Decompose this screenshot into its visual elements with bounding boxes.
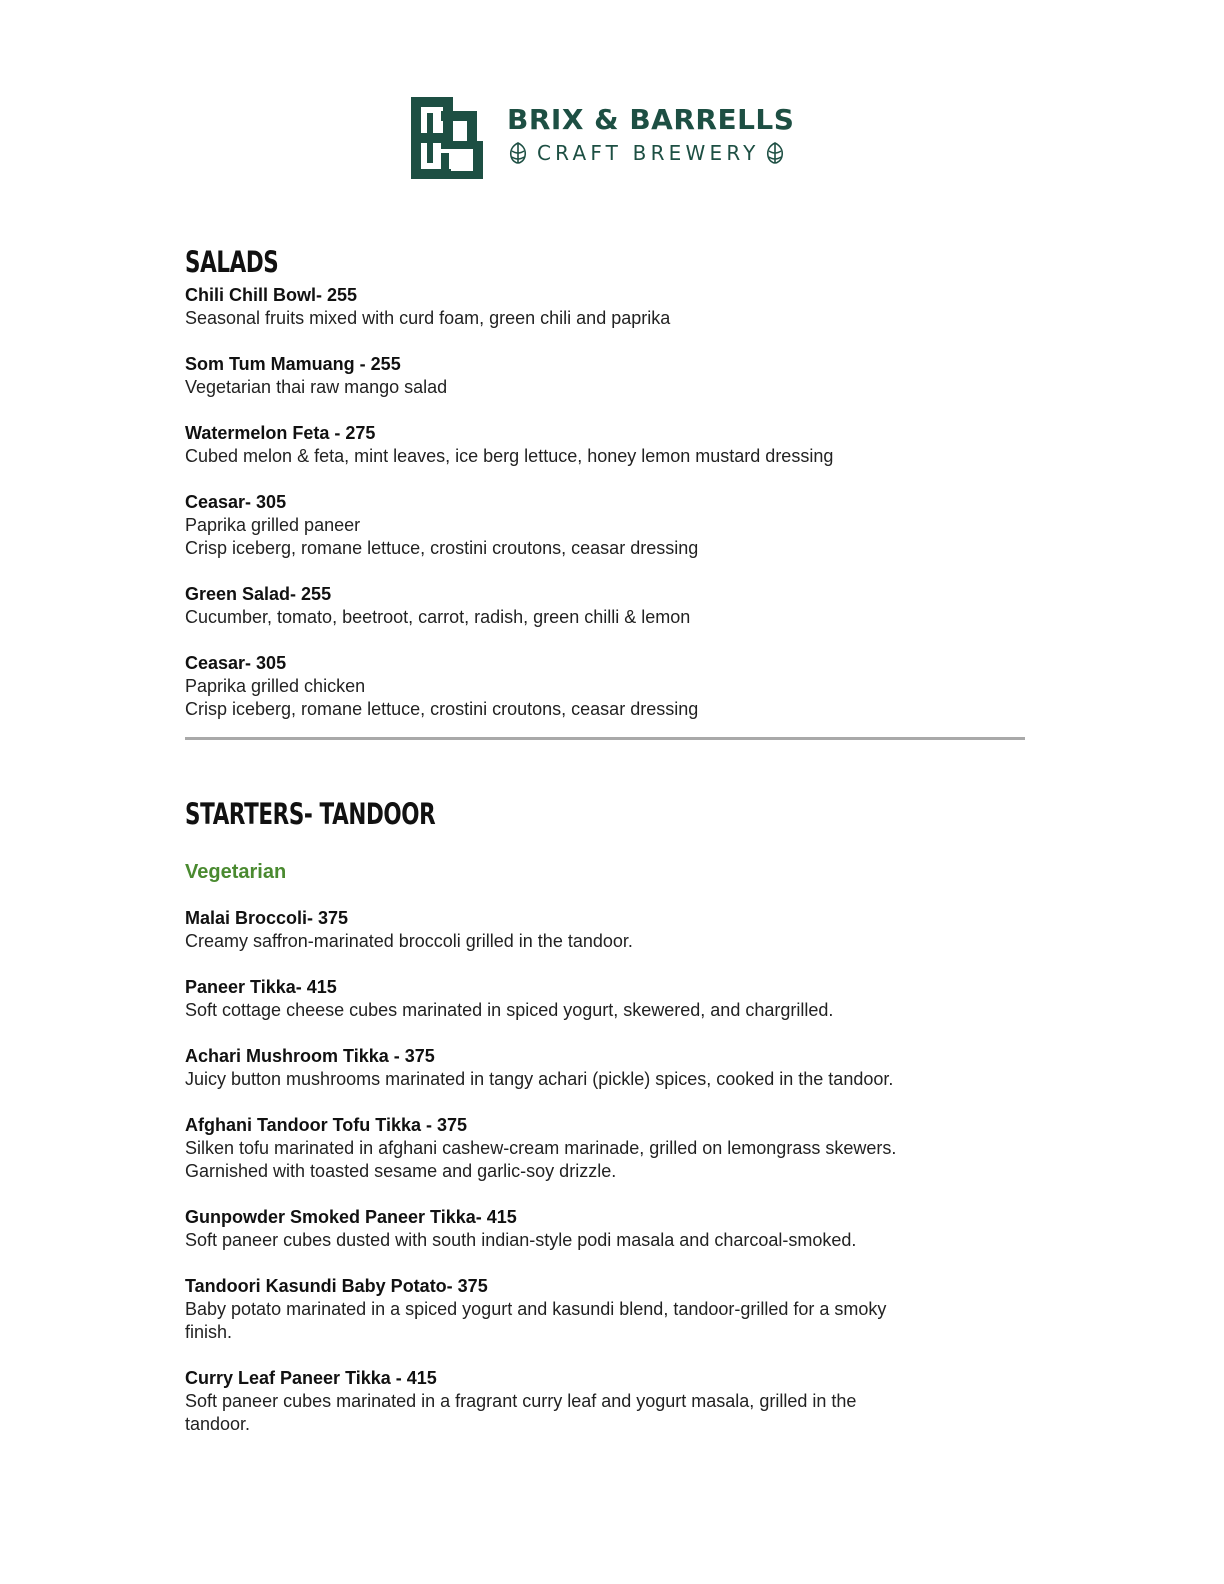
item-name: Tandoori Kasundi Baby Potato- 375 <box>185 1276 488 1296</box>
item-desc: Soft paneer cubes dusted with south indian-style podi masala and charcoal-smoked. <box>185 1230 857 1250</box>
brand-tagline: CRAFT BREWERY <box>537 141 760 165</box>
item-name: Afghani Tandoor Tofu Tikka - 375 <box>185 1115 468 1135</box>
list-item <box>185 422 1035 468</box>
item-desc: Cucumber, tomato, beetroot, carrot, radish, green chilli & lemon <box>185 607 691 627</box>
item-desc: Creamy saffron-marinated broccoli grilled in the tandoor. <box>185 931 633 951</box>
menu-content <box>185 240 1035 1459</box>
item-name: Ceasar- 305 <box>185 492 287 512</box>
list-item <box>185 491 1035 560</box>
item-desc: Paprika grilled paneer <box>185 515 361 535</box>
section-salads <box>185 240 1035 740</box>
item-name: Watermelon Feta - 275 <box>185 423 376 443</box>
item-name: Malai Broccoli- 375 <box>185 908 349 928</box>
section-title: SALADS <box>185 245 279 279</box>
item-desc: Crisp iceberg, romane lettuce, crostini croutons, ceasar dressing <box>185 699 699 719</box>
item-desc: Baby potato marinated in a spiced yogurt and kasundi blend, tandoor-grilled for a smoky <box>185 1299 887 1319</box>
item-desc: Cubed melon & feta, mint leaves, ice berg lettuce, honey lemon mustard dressing <box>185 446 834 466</box>
item-name: Paneer Tikka- 415 <box>185 977 337 997</box>
item-desc: Crisp iceberg, romane lettuce, crostini croutons, ceasar dressing <box>185 538 699 558</box>
list-item <box>185 652 1035 721</box>
list-item <box>185 1045 1035 1091</box>
item-name: Curry Leaf Paneer Tikka - 415 <box>185 1368 437 1388</box>
list-item <box>185 353 1035 399</box>
list-item <box>185 907 1035 953</box>
item-name: Gunpowder Smoked Paneer Tikka- 415 <box>185 1207 517 1227</box>
item-desc: Garnished with toasted sesame and garlic-soy drizzle. <box>185 1161 617 1181</box>
hop-icon <box>507 141 529 165</box>
item-desc: Soft paneer cubes marinated in a fragrant curry leaf and yogurt masala, grilled in the <box>185 1391 857 1411</box>
item-desc: Seasonal fruits mixed with curd foam, green chili and paprika <box>185 308 671 328</box>
item-name: Ceasar- 305 <box>185 653 287 673</box>
list-item <box>185 1206 1035 1252</box>
starters-list <box>185 907 1035 1436</box>
hop-icon <box>764 141 786 165</box>
subsection-title: Vegetarian <box>185 861 287 883</box>
item-desc: Juicy button mushrooms marinated in tangy achari (pickle) spices, cooked in the tandoor. <box>185 1069 894 1089</box>
list-item <box>185 1275 1035 1344</box>
salads-list <box>185 284 1035 721</box>
brand-name: BRIX & BARRELLS <box>507 103 795 136</box>
brand-logo <box>411 97 794 179</box>
list-item <box>185 1114 1035 1183</box>
section-title: STARTERS- TANDOOR <box>185 797 436 831</box>
item-name: Som Tum Mamuang - 255 <box>185 354 401 374</box>
item-desc: Soft cottage cheese cubes marinated in spiced yogurt, skewered, and chargrilled. <box>185 1000 834 1020</box>
brand-text <box>507 97 794 165</box>
item-desc: Vegetarian thai raw mango salad <box>185 377 448 397</box>
bb-monogram-icon <box>411 97 483 179</box>
item-name: Achari Mushroom Tikka - 375 <box>185 1046 435 1066</box>
list-item <box>185 1367 1035 1436</box>
item-name: Green Salad- 255 <box>185 584 332 604</box>
list-item <box>185 976 1035 1022</box>
section-divider <box>185 737 1025 740</box>
brand-tagline-row <box>507 141 794 165</box>
item-name: Chili Chill Bowl- 255 <box>185 285 358 305</box>
list-item <box>185 583 1035 629</box>
item-desc: Silken tofu marinated in afghani cashew-cream marinade, grilled on lemongrass skewers. <box>185 1138 897 1158</box>
item-desc: tandoor. <box>185 1414 251 1434</box>
item-desc: Paprika grilled chicken <box>185 676 366 696</box>
section-starters-tandoor <box>185 792 1035 1436</box>
list-item <box>185 284 1035 330</box>
item-desc: finish. <box>185 1322 233 1342</box>
